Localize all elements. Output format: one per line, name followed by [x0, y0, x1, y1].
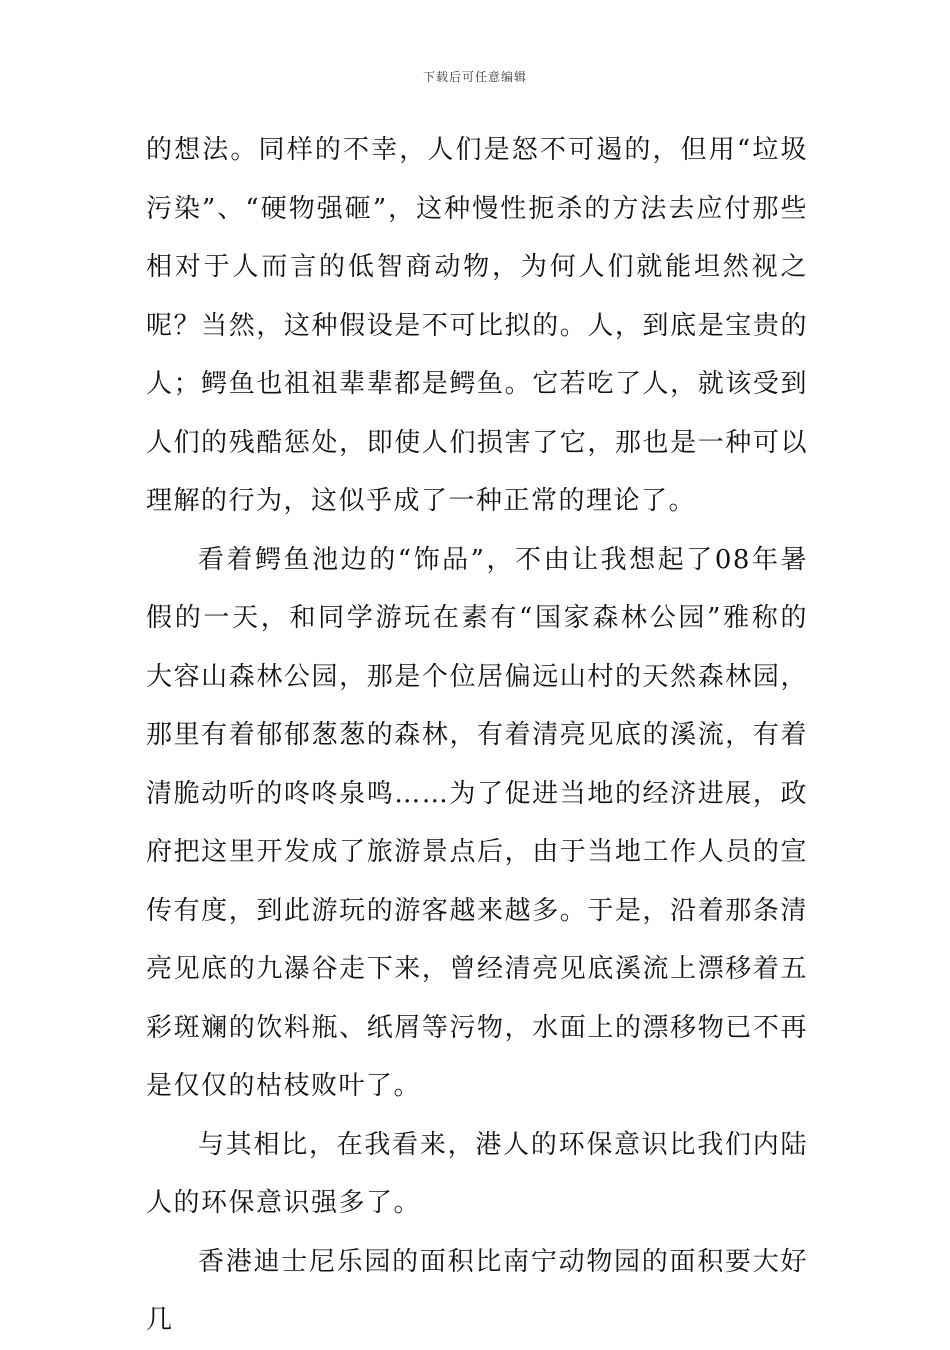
paragraph-2: 看着鳄鱼池边的“饰品”，不由让我想起了08年暑假的一天，和同学游玩在素有“国家森林公园”雅称的大容山森林公园，那是个位居偏远山村的天然森林园，那里有着郁郁葱葱的森林，有着清亮见底的溪流，有着清脆动听的咚咚泉鸣……为了促进当地的经济进展，政府把这里开发成了旅游景点后，由于当地工作人员的宣传有度，到此游玩的游客越来越多。于是，沿着那条清亮见底的九瀑谷走下来，曾经清亮见底溪流上漂移着五彩斑斓的饮料瓶、纸屑等污物，水面上的漂移物已不再是仅仅的枯枝败叶了。 [146, 544, 808, 1101]
paragraph-3: 与其相比，在我看来，港人的环保意识比我们内陆人的环保意识强多了。 [146, 1129, 808, 1218]
paragraph-4: 香港迪士尼乐园的面积比南宁动物园的面积要大好几 [146, 1246, 808, 1335]
document-body [146, 121, 808, 1350]
paragraph-1: 的想法。同样的不幸，人们是怒不可遏的，但用“垃圾污染”、“硬物强砸”，这种慢性扼杀的方法去应付那些相对于人而言的低智商动物，为何人们就能坦然视之呢？当然，这种假设是不可比拟的。人，到底是宝贵的人；鳄鱼也祖祖辈辈都是鳄鱼。它若吃了人，就该受到人们的残酷惩处，即使人们损害了它，那也是一种可以理解的行为，这似乎成了一种正常的理论了。 [146, 135, 808, 516]
page-header: 下载后可任意编辑 [422, 70, 527, 84]
